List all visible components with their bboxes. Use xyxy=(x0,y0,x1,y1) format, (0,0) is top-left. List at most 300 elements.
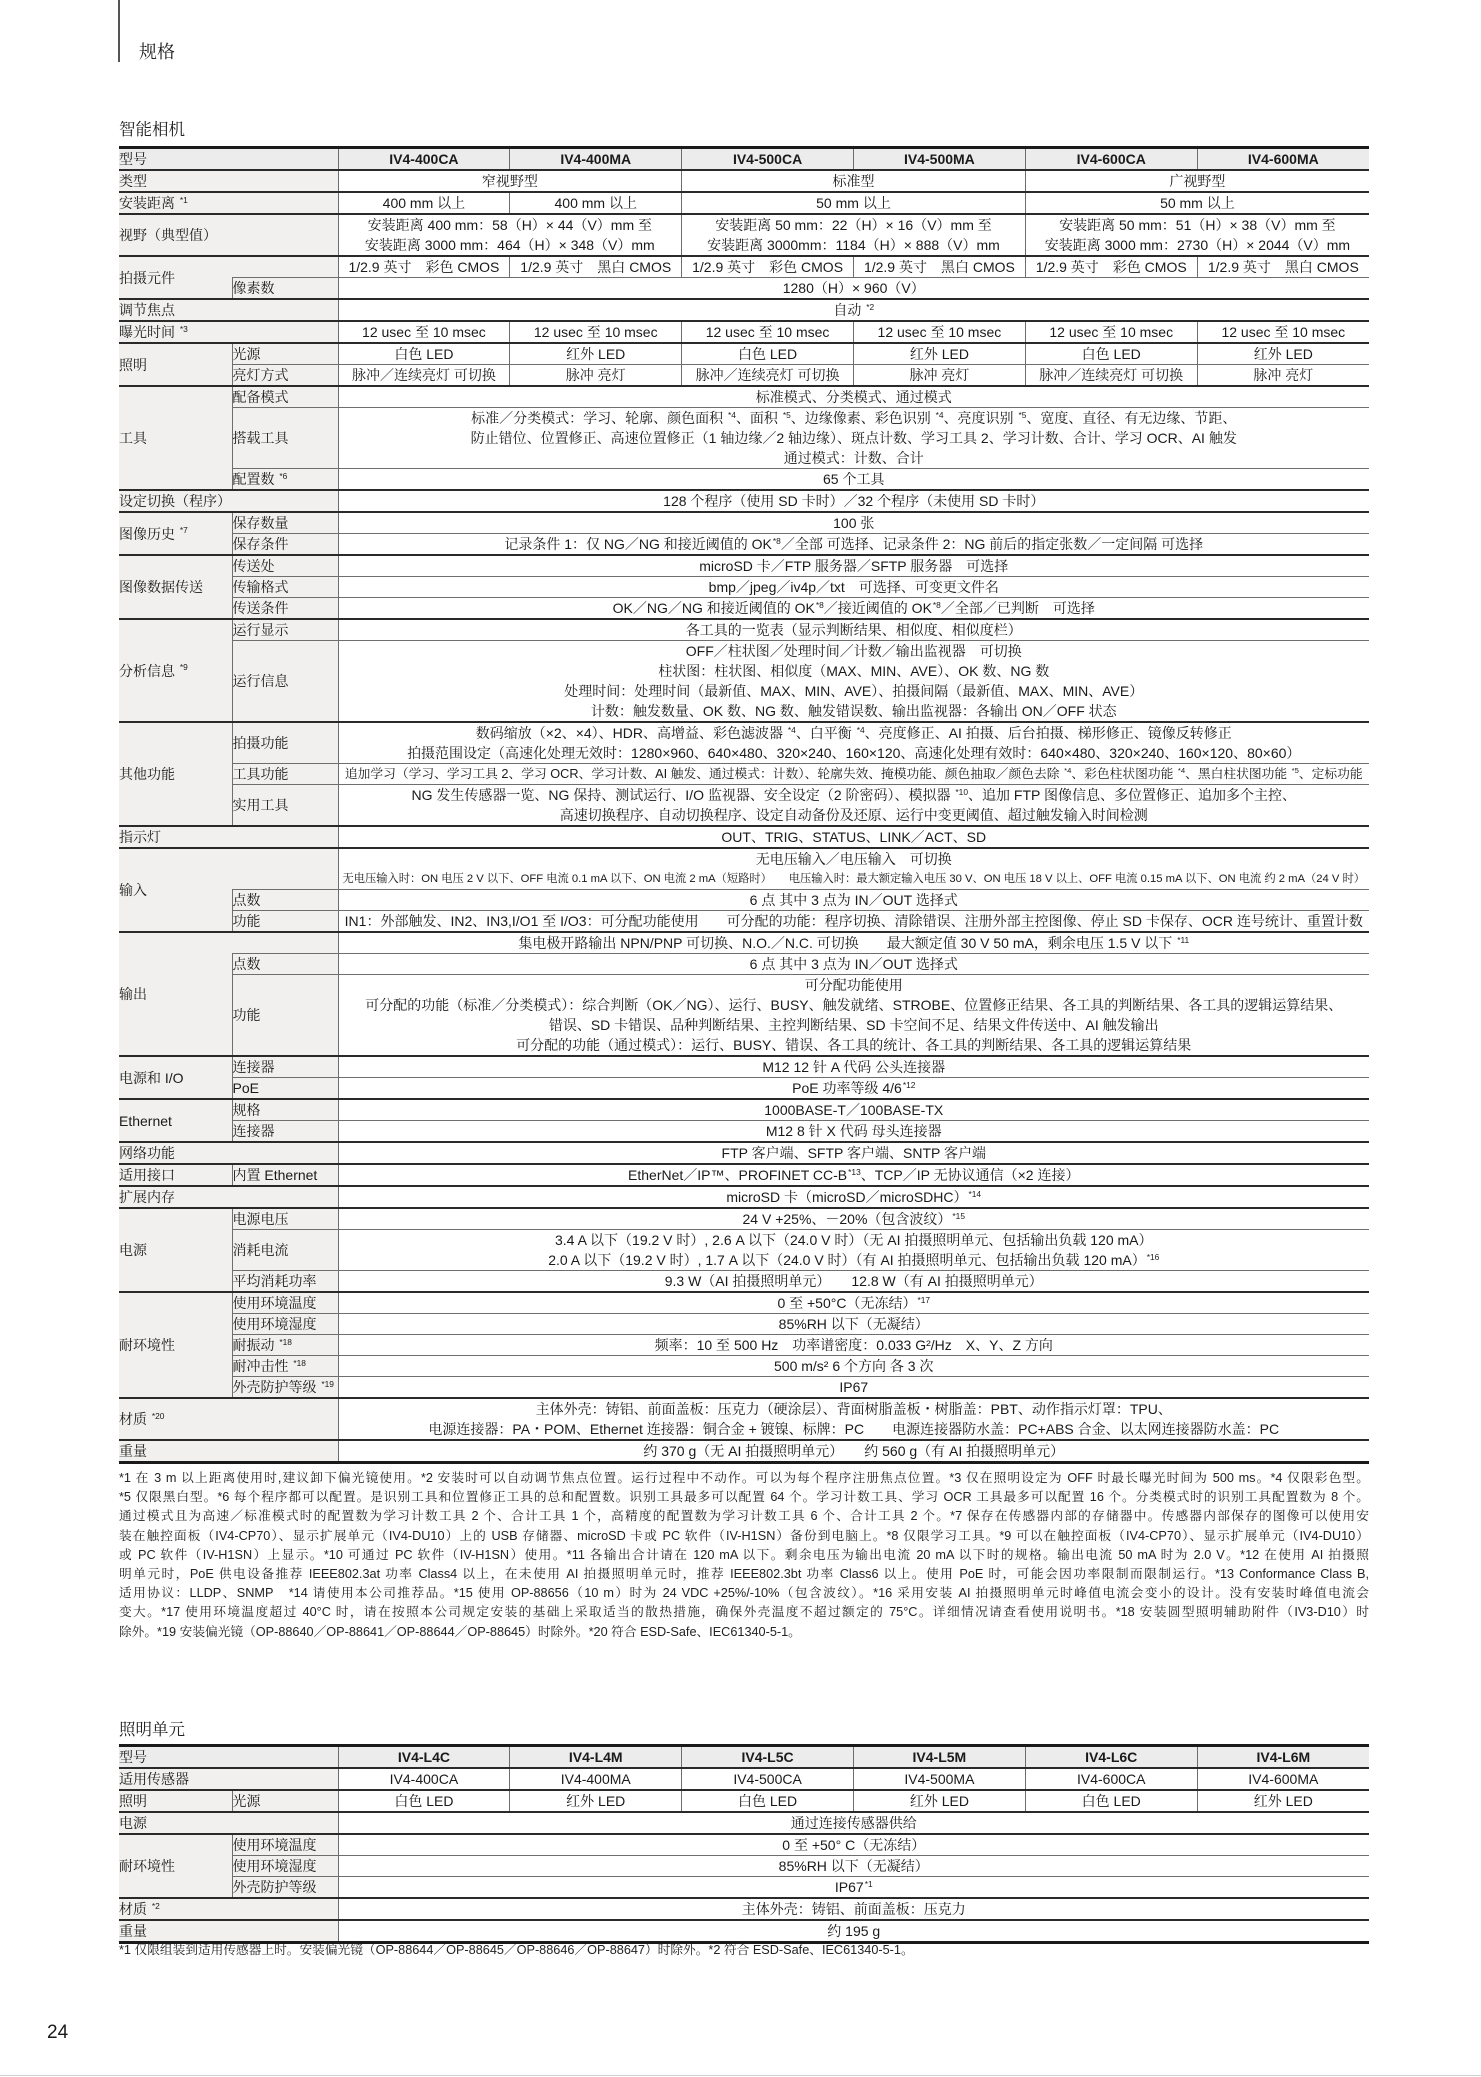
spec-value xyxy=(682,214,1026,256)
value-line xyxy=(854,344,1025,364)
text-segment: 主体外壳：铸铝、前面盖板：压克力 xyxy=(741,1901,966,1917)
text-segment: 点数 xyxy=(232,892,261,908)
spec-value xyxy=(338,1377,1369,1399)
text-segment: 网络功能 xyxy=(119,1145,175,1161)
spec-row xyxy=(119,1056,1369,1078)
text-segment: 内置 Ethernet xyxy=(232,1167,318,1183)
spec-row xyxy=(119,1898,1369,1920)
spec-row xyxy=(119,1314,1369,1335)
text-segment: 耐振动 xyxy=(232,1337,279,1353)
text-segment: 亮灯方式 xyxy=(232,367,289,383)
text-segment: 100 张 xyxy=(833,515,875,531)
text-segment: IV4-400CA xyxy=(389,1771,459,1787)
spec-value xyxy=(1025,192,1369,214)
value-line xyxy=(339,1921,1370,1941)
text-segment: FTP 客户端、SFTP 客户端、SNTP 客户端 xyxy=(721,1145,986,1161)
model-column-header xyxy=(338,148,510,171)
spec-row xyxy=(119,722,1369,764)
text-segment: 1280（H）× 960（V） xyxy=(782,280,925,296)
text-segment: 传送处 xyxy=(232,558,275,574)
row-label xyxy=(119,321,338,343)
spec-row xyxy=(119,170,1369,192)
text-segment: 6 点 其中 3 点为 IN／OUT 选择式 xyxy=(749,892,958,908)
row-sublabel xyxy=(232,555,338,577)
row-label xyxy=(119,148,338,171)
value-line xyxy=(339,365,510,385)
model-column-header xyxy=(1025,1746,1197,1769)
row-label xyxy=(119,1398,338,1440)
value-line xyxy=(1026,235,1369,255)
text-segment: 数码缩放（×2、×4）、HDR、高增益、彩色滤波器 xyxy=(475,725,787,741)
spec-value xyxy=(338,1271,1369,1293)
value-line xyxy=(1026,344,1197,364)
text-segment: 0 至 +50°C（无冻结） xyxy=(777,1295,917,1311)
row-sublabel xyxy=(232,722,338,764)
value-line xyxy=(339,1250,1370,1270)
text-segment: 功能 xyxy=(232,1007,261,1023)
row-sublabel xyxy=(232,1356,338,1377)
value-line xyxy=(682,1747,853,1767)
row-sublabel-empty xyxy=(232,256,338,278)
spec-row xyxy=(119,577,1369,598)
text-segment: 广视野型 xyxy=(1169,173,1226,189)
spec-row xyxy=(119,1356,1369,1377)
spec-value xyxy=(682,256,854,278)
value-line xyxy=(339,1209,1370,1229)
text-segment: 无电压输入／电压输入 可切换 xyxy=(755,851,952,867)
text-segment: 12 usec 至 10 msec xyxy=(877,324,1002,340)
model-column-header xyxy=(682,1746,854,1769)
spec-value xyxy=(853,321,1025,343)
text-segment: 配置数 xyxy=(232,471,279,487)
text-segment: 运行信息 xyxy=(232,673,289,689)
text-segment: 消耗电流 xyxy=(232,1242,289,1258)
text-segment: 脉冲 亮灯 xyxy=(909,367,970,383)
text-segment: 安装距离 3000 mm：2730（H）× 2044（V）mm xyxy=(1044,237,1351,253)
smart-camera-footnotes xyxy=(119,1469,1369,1642)
text-segment: 外壳防护等级 xyxy=(232,1379,321,1395)
spec-value xyxy=(338,256,510,278)
spec-value xyxy=(338,278,1369,300)
text-segment: 配备模式 xyxy=(232,389,289,405)
row-label xyxy=(119,1056,232,1099)
value-line xyxy=(339,428,1370,448)
spec-value xyxy=(853,1768,1025,1790)
spec-row xyxy=(119,619,1369,641)
spec-value xyxy=(338,1834,1369,1856)
text-segment: M12 12 针 A 代码 公头连接器 xyxy=(762,1059,946,1075)
value-line xyxy=(1198,1747,1369,1767)
row-sublabel xyxy=(232,1377,338,1399)
value-line xyxy=(339,1356,1370,1376)
footnote-line: *1 在 3 m 以上距离使用时,建议卸下偏光镜使用。*2 安装时可以自动调节焦点位置。运行过程中不动作。可以为每个程序注册焦点位置。*3 仅在照明设定为 OFF 时最长曝光时间为 500 ms。*4 仅限彩色型。 xyxy=(119,1471,1369,1485)
row-sublabel xyxy=(232,1271,338,1293)
text-segment: 使用环境温度 xyxy=(232,1295,317,1311)
spec-value xyxy=(510,321,682,343)
text-segment: PoE 功率等级 4/6 xyxy=(792,1080,902,1096)
text-segment: 1000BASE-T／100BASE-TX xyxy=(764,1102,944,1118)
footnote-ref: *5 xyxy=(782,409,791,420)
text-segment: IV4-600MA xyxy=(1247,151,1319,167)
row-label xyxy=(119,512,232,555)
text-segment: 扩展内存 xyxy=(119,1189,175,1205)
text-segment: 追加学习（学习、学习工具 2、学习 OCR、学习计数、AI 触发、通过模式：计数）、轮廓失效、掩模功能、颜色抽取／颜色去除 xyxy=(344,766,1064,781)
text-segment: 标准／分类模式：学习、轮廓、颜色面积 xyxy=(471,410,728,426)
text-segment: 视野（典型值） xyxy=(119,227,217,243)
text-segment: 安装距离 3000mm：1184（H）× 888（V）mm xyxy=(707,237,1000,253)
row-label xyxy=(119,386,232,490)
value-line xyxy=(339,1121,1370,1141)
spec-value xyxy=(682,192,1026,214)
text-segment: 128 个程序（使用 SD 卡时）／32 个程序（未使用 SD 卡时） xyxy=(663,493,1045,509)
text-segment: IV4-L6M xyxy=(1256,1749,1311,1765)
value-line xyxy=(339,1187,1370,1207)
spec-value xyxy=(510,1768,682,1790)
text-segment: 各工具的一览表（显示判断结果、相似度、相似度栏） xyxy=(685,622,1022,638)
row-sublabel xyxy=(232,278,338,300)
spec-value xyxy=(338,890,1369,911)
text-segment: 连接器 xyxy=(232,1123,275,1139)
text-segment: 使用环境温度 xyxy=(232,1837,317,1853)
row-sublabel xyxy=(232,975,338,1057)
footnote-ref: *4 xyxy=(935,409,944,420)
text-segment: 使用环境湿度 xyxy=(232,1316,317,1332)
value-line xyxy=(339,681,1370,701)
spec-value xyxy=(338,975,1369,1057)
text-segment: 、白平衡 xyxy=(795,725,856,741)
text-segment: 白色 LED xyxy=(394,346,454,362)
spec-row xyxy=(119,386,1369,408)
row-sublabel xyxy=(232,534,338,556)
text-segment: 脉冲 亮灯 xyxy=(565,367,626,383)
spec-row xyxy=(119,1768,1369,1790)
text-segment: 分析信息 xyxy=(119,662,179,679)
spec-value xyxy=(338,1920,1369,1943)
value-line xyxy=(1198,322,1369,342)
text-segment: OK／NG／NG 和接近阈值的 OK xyxy=(612,600,815,616)
footnote-ref: *9 xyxy=(179,662,188,673)
text-segment: OFF／柱状图／处理时间／计数／输出监视器 可切换 xyxy=(685,643,1022,659)
value-line xyxy=(339,534,1370,554)
text-segment: 安装距离 50 mm：51（H）× 38（V）mm 至 xyxy=(1059,217,1336,233)
text-segment: 柱状图：柱状图、相似度（MAX、MIN、AVE）、OK 数、NG 数 xyxy=(658,663,1050,679)
text-segment: 电源 xyxy=(119,1242,147,1258)
model-column-header xyxy=(853,148,1025,171)
text-segment: 拍摄功能 xyxy=(232,735,289,751)
row-label xyxy=(119,1164,232,1186)
text-segment: IV4-500CA xyxy=(732,151,803,167)
value-line xyxy=(339,1035,1370,1055)
footnote-ref: *13 xyxy=(848,1166,861,1177)
spec-row xyxy=(119,534,1369,556)
value-line xyxy=(339,448,1370,468)
spec-value xyxy=(853,256,1025,278)
spec-row xyxy=(119,598,1369,620)
spec-value xyxy=(853,1790,1025,1812)
value-line xyxy=(854,257,1025,277)
row-label xyxy=(119,192,338,214)
text-segment: 红外 LED xyxy=(566,1793,626,1809)
spec-row xyxy=(119,1208,1369,1230)
model-column-header xyxy=(1197,1746,1369,1769)
footnote-ref: *5 xyxy=(1018,409,1027,420)
spec-value xyxy=(338,1099,1369,1121)
text-segment: IV4-L4M xyxy=(568,1749,623,1765)
text-segment: 适用接口 xyxy=(119,1167,175,1183)
spec-value xyxy=(1025,256,1197,278)
footnote-ref: *1 xyxy=(864,1878,873,1889)
text-segment: 安装距离 400 mm：58（H）× 44（V）mm 至 xyxy=(367,217,652,233)
value-line xyxy=(339,344,510,364)
spec-row xyxy=(119,764,1369,785)
footnote-ref: *7 xyxy=(179,525,188,536)
text-segment: ／全部／已判断 可选择 xyxy=(940,600,1095,616)
text-segment: 指示灯 xyxy=(119,829,161,845)
value-line xyxy=(339,235,682,255)
footnote-line: *1 仅限组装到适用传感器上时。安装偏光镜（OP-88644／OP-88645／OP-88646／OP-88647）时除外。*2 符合 ESD-Safe、IEC61340-5-1。 xyxy=(119,1943,914,1957)
text-segment: IV4-400CA xyxy=(389,151,459,167)
spec-value xyxy=(338,764,1369,785)
value-line xyxy=(339,1769,510,1789)
spec-value xyxy=(338,722,1369,764)
spec-value xyxy=(682,170,1026,192)
text-segment: 12 usec 至 10 msec xyxy=(533,324,658,340)
row-label xyxy=(119,848,232,932)
text-segment: 处理时间：处理时间（最新值、MAX、MIN、AVE）、拍摄间隔（最新值、MAX、MIN、AVE） xyxy=(564,683,1144,699)
value-line xyxy=(1198,344,1369,364)
value-line xyxy=(682,171,1025,191)
text-segment: microSD 卡（microSD／microSDHC） xyxy=(726,1189,968,1205)
text-segment: 防止错位、位置修正、高速位置修正（1 轴边缘／2 轴边缘）、斑点计数、学习工具 2、学习计数、合计、学习 OCR、AI 触发 xyxy=(470,430,1237,446)
row-sublabel xyxy=(232,641,338,723)
spec-row xyxy=(119,1398,1369,1440)
row-label xyxy=(119,170,338,192)
value-line xyxy=(339,723,1370,743)
value-line xyxy=(339,1835,1370,1855)
footnote-line: 除外。*19 安装偏光镜（OP-88640／OP-88641／OP-88644／OP-88645）时除外。*20 符合 ESD-Safe、IEC61340-5-1。 xyxy=(119,1624,801,1639)
spec-value xyxy=(1025,321,1197,343)
text-segment: 光源 xyxy=(232,346,261,362)
row-sublabel xyxy=(232,512,338,534)
value-line xyxy=(1198,257,1369,277)
footnote-ref: *11 xyxy=(1177,934,1190,945)
value-line xyxy=(1026,322,1197,342)
value-line xyxy=(1026,1747,1197,1767)
text-segment: 耐冲击性 xyxy=(232,1358,293,1374)
spec-value xyxy=(510,192,682,214)
row-sublabel xyxy=(232,1056,338,1078)
spec-value xyxy=(338,299,1369,321)
spec-row xyxy=(119,1812,1369,1834)
text-segment: 红外 LED xyxy=(1253,1793,1313,1809)
footnote-line: 明单元时，PoE 供电设备推荐 IEEE802.3at 功率 Class4 以上，在未使用 AI 拍摄照明单元时，推荐 IEEE802.3bt 功率 Class6 以上。使用 PoE 时，可能会因功率限制而限制运行。*13 Conformance Class B, xyxy=(119,1567,1369,1582)
text-segment: 计数：触发数量、OK 数、NG 数、触发错误数、输出监视器：各输出 ON／OFF 状态 xyxy=(590,703,1117,719)
value-line xyxy=(339,513,1370,533)
text-segment: 型号 xyxy=(119,151,147,167)
spec-value xyxy=(1197,365,1369,387)
text-segment: 红外 LED xyxy=(1253,346,1313,362)
value-line xyxy=(339,1377,1370,1397)
row-sublabel xyxy=(232,1230,338,1271)
text-segment: 规格 xyxy=(232,1102,261,1118)
text-segment: ／接近阈值的 OK xyxy=(823,600,932,616)
text-segment: 图像历史 xyxy=(119,525,179,542)
footnote-line: *5 仅限黑白型。*6 每个程序都可以配置。是识别工具和位置修正工具的总和配置数。识别工具最多可以配置 64 个。学习计数工具、学习 OCR 工具最多可以配置 16 个。分类模式时的识别工具配置数为 8 个。 xyxy=(119,1490,1369,1505)
row-sublabel xyxy=(232,1164,338,1186)
text-segment: 频率：10 至 500 Hz 功率谱密度：0.033 G²/Hz X、Y、Z 方向 xyxy=(654,1337,1053,1353)
spec-value xyxy=(338,1121,1369,1143)
value-line xyxy=(339,1441,1370,1461)
spec-row xyxy=(119,512,1369,534)
text-segment: 、宽度、直径、有无边缘、节距、 xyxy=(1026,410,1237,426)
row-label xyxy=(119,343,232,386)
text-segment: 耐环境性 xyxy=(119,1858,175,1874)
footnote-ref: *4 xyxy=(787,724,796,735)
spec-row xyxy=(119,1440,1369,1463)
model-column-header xyxy=(510,148,682,171)
row-sublabel xyxy=(232,386,338,408)
footnote-ref: *17 xyxy=(917,1294,931,1305)
row-label xyxy=(119,214,338,256)
spec-value xyxy=(338,490,1369,512)
row-sublabel xyxy=(232,911,338,933)
row-label xyxy=(119,1920,338,1943)
text-segment: 2.0 A 以下（19.2 V 时）, 1.7 A 以下（24.0 V 时）（有 AI 拍摄照明单元、包括输出负载 120 mA） xyxy=(548,1252,1146,1268)
value-line xyxy=(1026,1769,1197,1789)
value-line xyxy=(339,1899,1370,1919)
row-sublabel xyxy=(232,954,338,975)
model-column-header xyxy=(510,1746,682,1769)
row-label xyxy=(119,256,232,299)
value-line xyxy=(510,193,681,213)
text-segment: 85%RH 以下（无凝结） xyxy=(778,1858,929,1874)
spec-value xyxy=(682,1790,854,1812)
page-number: 24 xyxy=(47,2022,69,2043)
value-line xyxy=(339,1230,1370,1250)
value-line xyxy=(339,1271,1370,1291)
spec-value xyxy=(338,1335,1369,1356)
value-line xyxy=(510,365,681,385)
spec-value xyxy=(682,365,854,387)
spec-row xyxy=(119,1230,1369,1271)
text-segment: 、彩色柱状图功能 xyxy=(1071,766,1177,781)
spec-value xyxy=(510,1790,682,1812)
text-segment: 12 usec 至 10 msec xyxy=(1049,324,1174,340)
row-sublabel xyxy=(232,1292,338,1314)
row-label xyxy=(119,1768,338,1790)
text-segment: 光源 xyxy=(232,1793,261,1809)
spec-row xyxy=(119,848,1369,890)
text-segment: 可分配的功能（通过模式）：运行、BUSY、错误、各工具的统计、各工具的判断结果、各工具的逻辑运算结果 xyxy=(516,1037,1192,1053)
value-line xyxy=(339,193,510,213)
value-line xyxy=(339,556,1370,576)
value-line xyxy=(339,1419,1370,1439)
spec-value xyxy=(1025,214,1369,256)
text-segment: 1/2.9 英寸 彩色 CMOS xyxy=(1035,259,1187,275)
spec-value xyxy=(338,1314,1369,1335)
spec-value xyxy=(338,469,1369,491)
text-segment: Ethernet xyxy=(119,1112,172,1129)
spec-value xyxy=(338,1186,1369,1208)
text-segment: 安装距离 3000 mm：464（H）× 348（V）mm xyxy=(364,237,655,253)
spec-value xyxy=(338,1812,1369,1834)
value-line xyxy=(339,1078,1370,1098)
text-segment: 传送条件 xyxy=(232,600,289,616)
spec-row xyxy=(119,932,1369,954)
lighting-unit-footnotes xyxy=(119,1941,1369,1960)
spec-row xyxy=(119,1856,1369,1877)
text-segment: 主体外壳：铸铝、前面盖板：压克力（硬涂层）、背面树脂盖板・树脂盖：PBT、动作指示灯罩：TPU、 xyxy=(535,1401,1172,1417)
text-segment: 约 370 g（无 AI 拍摄照明单元） 约 560 g（有 AI 拍摄照明单元） xyxy=(643,1443,1065,1459)
value-line xyxy=(339,149,510,169)
value-line xyxy=(1026,215,1369,235)
row-sublabel xyxy=(232,1121,338,1143)
footnote-ref: *4 xyxy=(1177,766,1186,776)
text-segment: 、定标功能 xyxy=(1298,766,1363,781)
row-sublabel xyxy=(232,469,338,491)
spec-value xyxy=(338,619,1369,641)
spec-value xyxy=(338,1056,1369,1078)
text-segment: 6 点 其中 3 点为 IN／OUT 选择式 xyxy=(749,956,958,972)
spec-row xyxy=(119,214,1369,256)
footnote-ref: *8 xyxy=(772,535,781,546)
text-segment: 、追加 FTP 图像信息、多位置修正、追加多个主控、 xyxy=(968,787,1296,803)
footnote-ref: *14 xyxy=(968,1188,982,1199)
text-segment: IV4-L4C xyxy=(397,1749,450,1765)
spec-value xyxy=(338,386,1369,408)
value-line xyxy=(510,257,681,277)
spec-row xyxy=(119,1335,1369,1356)
smart-camera-spec-table xyxy=(119,146,1369,1464)
spec-value xyxy=(338,911,1369,933)
value-line xyxy=(510,1769,681,1789)
text-segment: 调节焦点 xyxy=(119,302,175,318)
text-segment: 照明 xyxy=(119,356,147,373)
row-label xyxy=(119,722,232,826)
spec-row xyxy=(119,1271,1369,1293)
spec-value xyxy=(1025,170,1369,192)
spec-value xyxy=(338,555,1369,577)
footnote-ref: *18 xyxy=(293,1357,306,1368)
value-line xyxy=(339,491,1370,511)
text-segment: 错误、SD 卡错误、品种判断结果、主控判断结果、SD 卡空间不足、结果文件传送中、AI 触发输出 xyxy=(548,1017,1159,1033)
text-segment: 约 195 g xyxy=(827,1923,881,1939)
value-line xyxy=(339,954,1370,974)
text-segment: 400 mm 以上 xyxy=(554,195,637,211)
spec-value xyxy=(510,365,682,387)
value-line xyxy=(339,743,1370,763)
footnote-ref: *8 xyxy=(815,599,824,610)
text-segment: IP67 xyxy=(839,1379,869,1395)
spec-value xyxy=(338,1898,1369,1920)
text-segment: 1/2.9 英寸 黑白 CMOS xyxy=(1207,259,1359,275)
text-segment: 红外 LED xyxy=(566,346,626,362)
text-segment: IV4-400MA xyxy=(560,151,632,167)
spec-value xyxy=(338,1230,1369,1271)
value-line xyxy=(510,1747,681,1767)
text-segment: 红外 LED xyxy=(909,346,969,362)
text-segment: 白色 LED xyxy=(1081,1793,1141,1809)
value-line xyxy=(339,869,1370,889)
text-segment: 脉冲／连续亮灯 可切换 xyxy=(1039,367,1184,383)
spec-value xyxy=(338,512,1369,534)
spec-value xyxy=(338,1440,1369,1463)
spec-value xyxy=(338,1356,1369,1377)
value-line xyxy=(1198,365,1369,385)
text-segment: M12 8 针 X 代码 母头连接器 xyxy=(765,1123,942,1139)
text-segment: 500 m/s² 6 个方向 各 3 次 xyxy=(774,1358,934,1374)
spec-row xyxy=(119,365,1369,387)
